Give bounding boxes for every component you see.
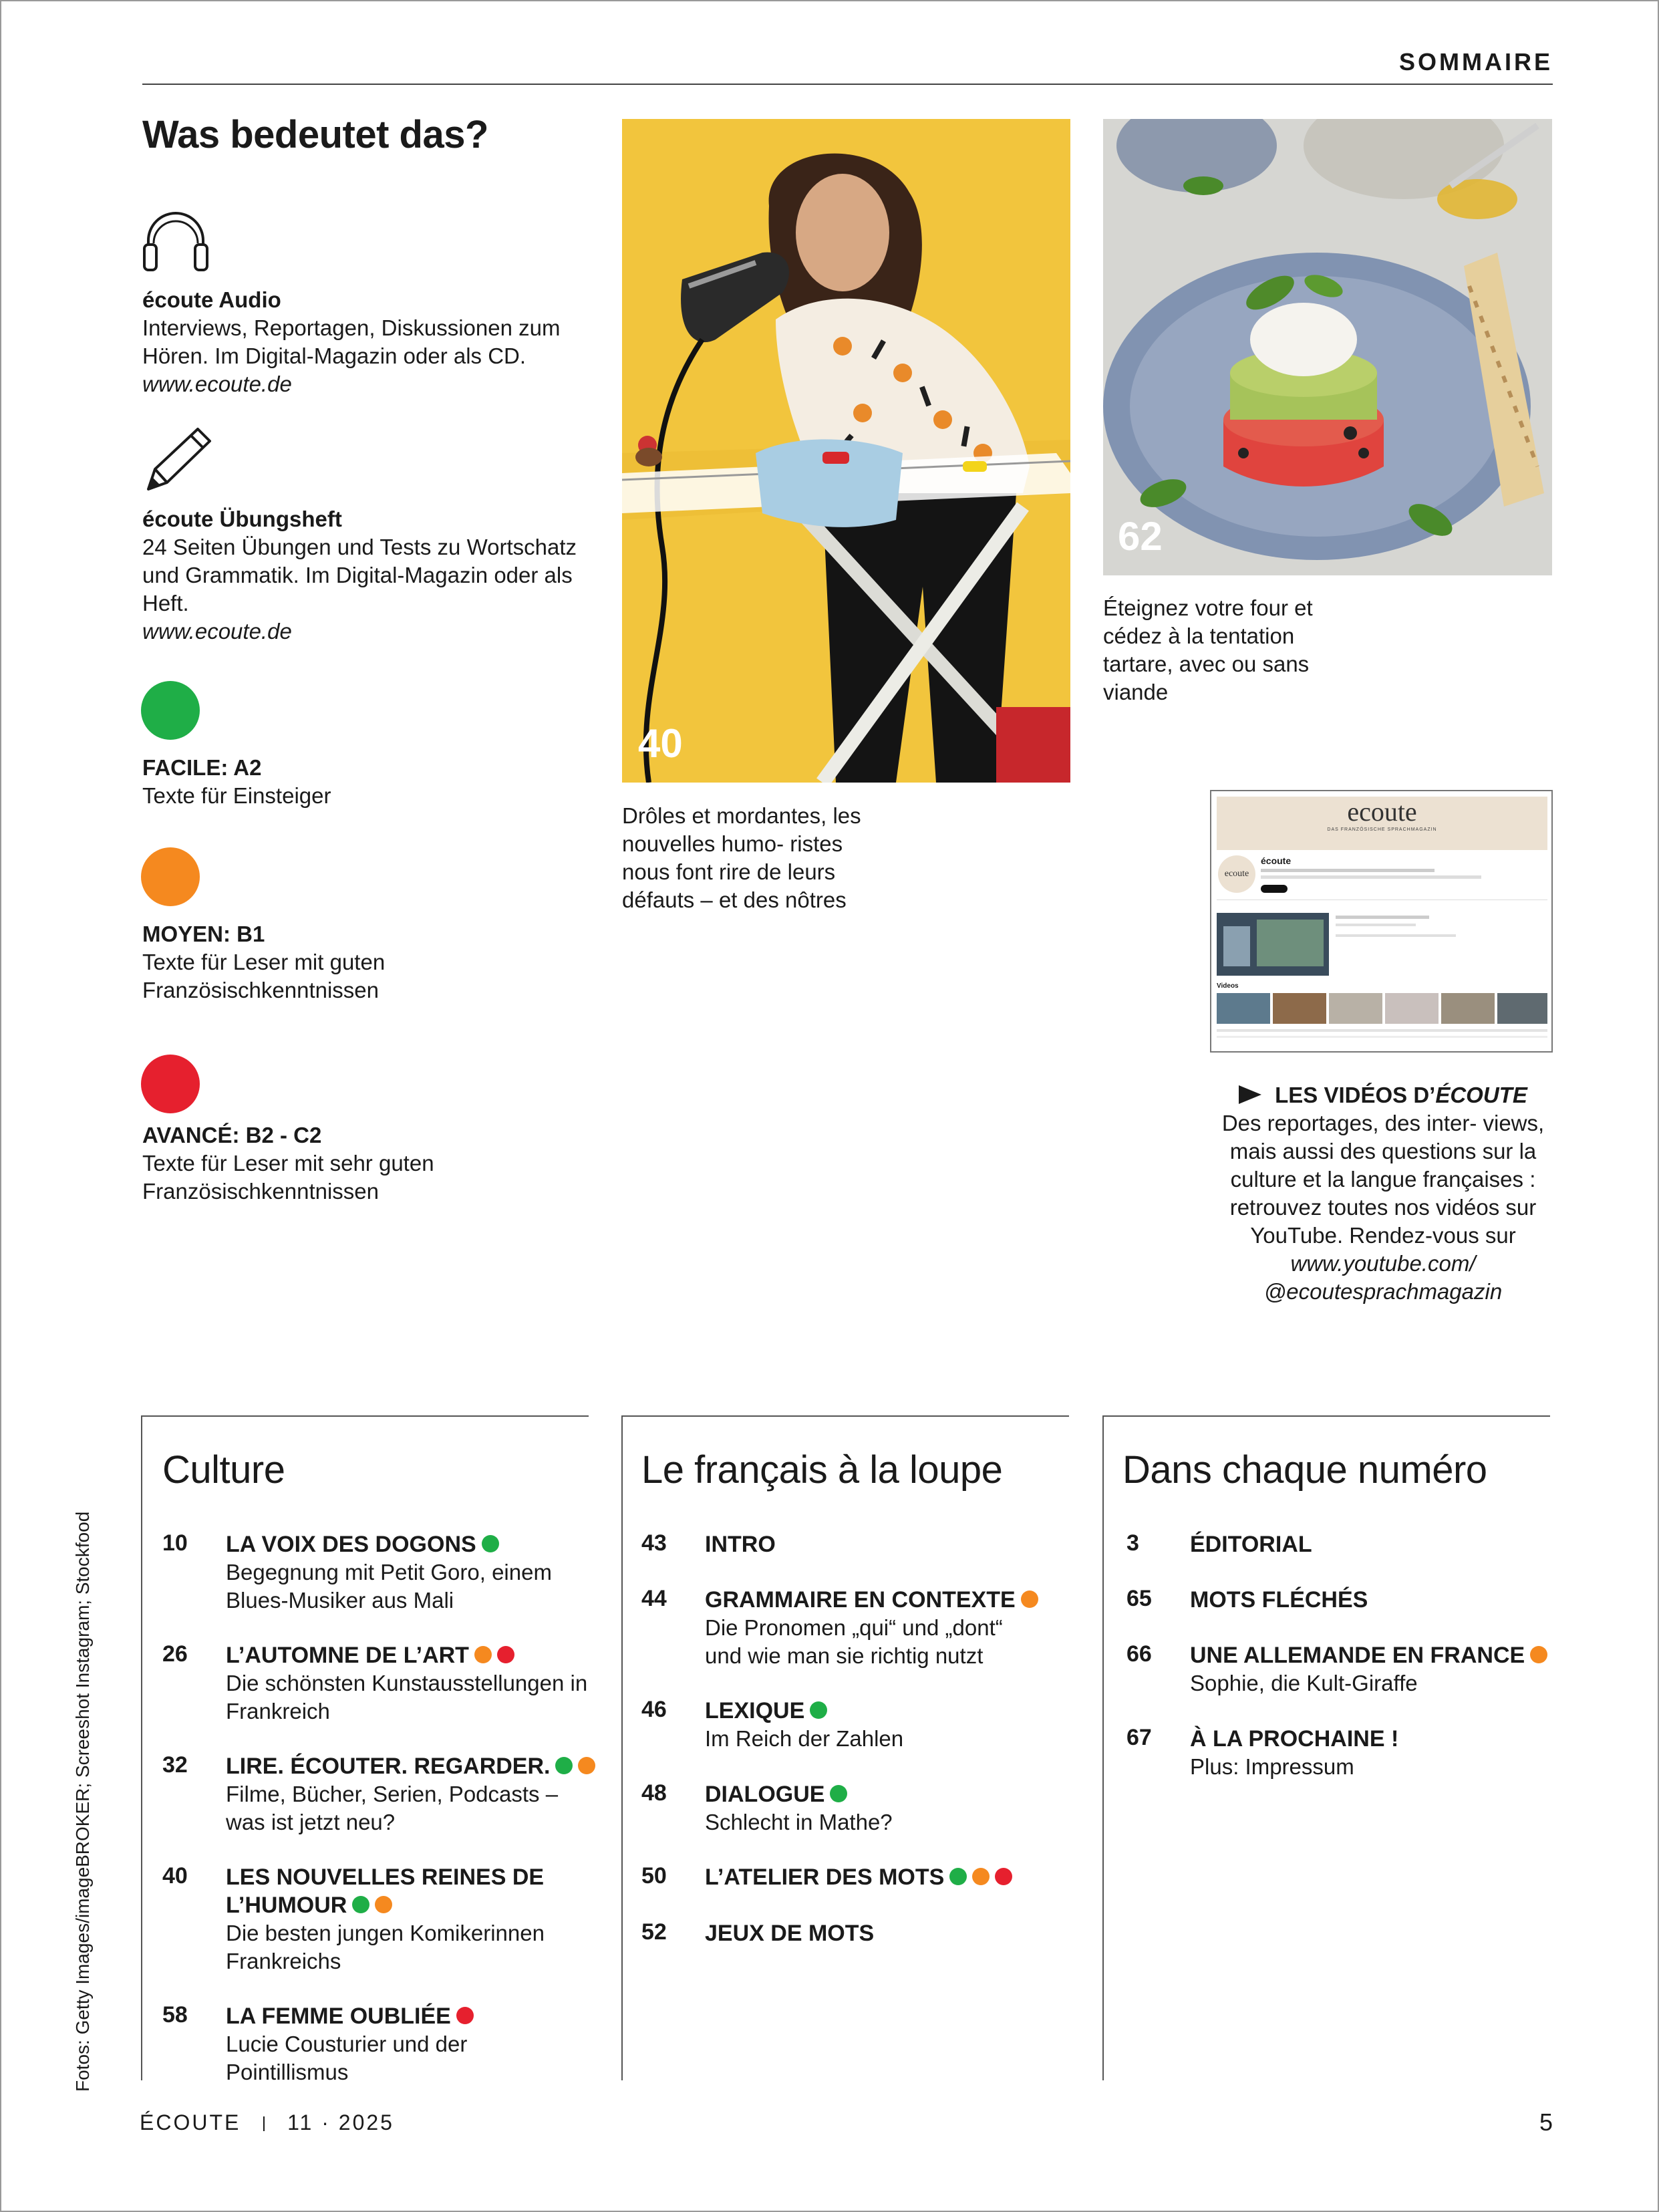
- legend-level-moyen: [142, 920, 450, 1004]
- toc-desc: Im Reich der Zahlen: [705, 1726, 904, 1751]
- toc-title-line: [226, 1752, 600, 1780]
- footer-magazine-name: ÉCOUTE: [140, 2110, 241, 2134]
- section-rule: [1104, 1415, 1550, 1417]
- yt-channel-name: écoute: [1261, 855, 1292, 866]
- yt-video-meta: [1217, 1036, 1547, 1038]
- yt-video-thumb[interactable]: [1385, 993, 1439, 1024]
- level-text: Texte für Leser mit sehr guten Französischkenntnissen: [142, 1151, 434, 1204]
- yt-featured-meta: [1336, 924, 1416, 926]
- youtube-promo-heading: [1196, 1081, 1570, 1109]
- yt-video-titles: [1217, 1029, 1547, 1032]
- feature-caption-tartare: Éteignez votre four et cédez à la tentation tartare, avec ou sans viande: [1103, 595, 1313, 704]
- legend-audio-url[interactable]: www.ecoute.de: [142, 372, 292, 396]
- level-dot-moyen: [141, 847, 200, 906]
- toc-desc: Lucie Cousturier und der Pointillismus: [226, 2032, 468, 2084]
- toc-title-line: [226, 2002, 600, 2030]
- toc-title-line: [705, 1586, 1079, 1614]
- toc-title: JEUX DE MOTS: [705, 1921, 875, 1946]
- level-dot-red: [497, 1646, 514, 1663]
- yt-video-thumb[interactable]: [1329, 993, 1382, 1024]
- feature-caption-comedian: Drôles et mordantes, les nouvelles humo- ristes nous font rire de leurs défauts – et des nôtres: [622, 803, 861, 912]
- toc-title-line: [705, 1863, 1079, 1891]
- level-dot-orange: [1530, 1646, 1547, 1663]
- yt-featured-desc: [1336, 934, 1456, 937]
- toc-desc: Die Pronomen „qui“ und „dont“ und wie man sie richtig nutzt: [705, 1615, 1003, 1668]
- level-dot-green: [555, 1757, 573, 1774]
- toc-page: 65: [1126, 1586, 1152, 1611]
- comedian-illustration: [622, 119, 1070, 783]
- headphones-icon: [139, 202, 212, 275]
- legend-audio: [142, 286, 610, 398]
- level-dot-red: [995, 1868, 1012, 1885]
- yt-video-thumb[interactable]: [1497, 993, 1547, 1024]
- footer-issue: 11 · 2025: [287, 2110, 394, 2134]
- level-dot-red: [456, 2007, 474, 2024]
- level-dot-facile: [141, 681, 200, 740]
- yt-banner-tagline: DAS FRANZÖSISCHE SPRACHMAGAZIN: [1327, 827, 1437, 832]
- toc-page: 26: [162, 1641, 188, 1667]
- toc-desc: Filme, Bücher, Serien, Podcasts – was ist jetzt neu?: [226, 1782, 559, 1834]
- yt-featured-title: [1336, 916, 1429, 919]
- level-dot-orange: [1021, 1591, 1038, 1608]
- toc-title: INTRO: [705, 1532, 776, 1557]
- toc-title: LEXIQUE: [705, 1698, 805, 1723]
- toc-title-line: [226, 1863, 573, 1919]
- footer-separator: [263, 2116, 265, 2131]
- level-text: Texte für Leser mit guten Französischkenntnissen: [142, 950, 386, 1002]
- toc-desc: Sophie, die Kult-Giraffe: [1190, 1671, 1418, 1695]
- header-rule: [142, 84, 1553, 85]
- toc-page: 67: [1126, 1725, 1152, 1750]
- level-dot-green: [830, 1785, 847, 1802]
- toc-title: L’ATELIER DES MOTS: [705, 1864, 945, 1890]
- toc-page: 46: [641, 1697, 667, 1722]
- section-francais-loupe: [621, 1415, 1068, 2080]
- level-dot-orange: [474, 1646, 492, 1663]
- legend-level-facile: [142, 754, 610, 810]
- toc-title: DIALOGUE: [705, 1782, 825, 1807]
- toc-page: 40: [162, 1863, 188, 1889]
- toc-desc: Die besten jungen Komikerinnen Frankreichs: [226, 1921, 545, 1973]
- toc-page: 66: [1126, 1641, 1152, 1667]
- feature-page-number: 62: [1118, 514, 1163, 559]
- toc-page: 52: [641, 1919, 667, 1945]
- youtube-promo: [1196, 1081, 1570, 1306]
- feature-page-number: 40: [638, 721, 683, 766]
- toc-title: L’AUTOMNE DE L’ART: [226, 1643, 469, 1668]
- toc-title-line: [705, 1530, 1079, 1558]
- legend-level-avance: [142, 1121, 490, 1206]
- section-dans-chaque-numero: [1102, 1415, 1549, 2080]
- toc-title: LES NOUVELLES REINES DE L’HUMOUR: [226, 1864, 545, 1918]
- level-dot-orange: [375, 1896, 392, 1913]
- play-triangle-icon: [1239, 1085, 1261, 1104]
- toc-title-line: [226, 1641, 600, 1669]
- toc-page: 50: [641, 1863, 667, 1889]
- level-dot-green: [949, 1868, 967, 1885]
- yt-channel-meta: [1261, 869, 1435, 872]
- level-label: AVANCÉ: B2 - C2: [142, 1123, 322, 1147]
- legend-title: Was bedeutet das?: [142, 113, 488, 156]
- level-dot-avance: [141, 1055, 200, 1113]
- section-title: Dans chaque numéro: [1122, 1448, 1487, 1492]
- youtube-promo-heading-brand: ÉCOUTE: [1435, 1083, 1527, 1107]
- toc-desc: Begegnung mit Petit Goro, einem Blues-Musiker aus Mali: [226, 1560, 552, 1613]
- toc-title: À LA PROCHAINE !: [1190, 1726, 1399, 1752]
- section-title: Le français à la loupe: [641, 1448, 1003, 1492]
- youtube-promo-text: Des reportages, des inter- views, mais aussi des questions sur la culture et la langue françaises : retrouvez toutes nos vidéos sur YouTube. Rendez-vous sur: [1221, 1111, 1545, 1248]
- level-dot-green: [482, 1535, 499, 1552]
- yt-banner: [1217, 797, 1547, 850]
- footer-magazine: [140, 2110, 394, 2135]
- yt-banner-logo: ecoute: [1347, 797, 1417, 827]
- level-dot-orange: [578, 1757, 595, 1774]
- toc-page: 32: [162, 1752, 188, 1778]
- yt-channel-desc: [1261, 875, 1481, 879]
- yt-channel-avatar[interactable]: ecoute: [1218, 855, 1255, 893]
- toc-title-line: [1190, 1725, 1564, 1753]
- section-label: SOMMAIRE: [1399, 48, 1553, 76]
- toc-title-line: [1190, 1641, 1564, 1669]
- toc-page: 44: [641, 1586, 667, 1611]
- toc-page: 43: [641, 1530, 667, 1556]
- yt-video-thumb[interactable]: [1273, 993, 1326, 1024]
- toc-title-line: [705, 1919, 1079, 1947]
- legend-workbook-title: écoute Übungsheft: [142, 507, 342, 531]
- toc-desc: Die schönsten Kunstausstellungen in Frankreich: [226, 1671, 588, 1723]
- toc-title: UNE ALLEMANDE EN FRANCE: [1190, 1643, 1525, 1668]
- toc-title-line: [705, 1780, 1079, 1808]
- toc-title: GRAMMAIRE EN CONTEXTE: [705, 1587, 1016, 1613]
- yt-subscribe-button[interactable]: [1261, 885, 1288, 893]
- section-rule: [623, 1415, 1069, 1417]
- toc-title-line: [1190, 1586, 1564, 1614]
- toc-title: ÉDITORIAL: [1190, 1532, 1312, 1557]
- level-text: Texte für Einsteiger: [142, 783, 331, 808]
- feature-photo-comedian[interactable]: [622, 119, 1070, 783]
- yt-video-thumb[interactable]: [1441, 993, 1495, 1024]
- toc-title: MOTS FLÉCHÉS: [1190, 1587, 1368, 1613]
- page-number: 5: [1539, 2108, 1553, 2136]
- level-dot-green: [352, 1896, 369, 1913]
- level-dot-orange: [972, 1868, 990, 1885]
- level-label: FACILE: A2: [142, 755, 262, 780]
- legend-workbook: [142, 505, 610, 646]
- legend-workbook-url[interactable]: www.ecoute.de: [142, 619, 292, 644]
- toc-page: 58: [162, 2002, 188, 2028]
- feature-photo-tartare[interactable]: [1103, 119, 1552, 575]
- youtube-promo-heading-text: LES VIDÉOS D’: [1275, 1083, 1436, 1107]
- legend-audio-title: écoute Audio: [142, 287, 281, 312]
- section-title: Culture: [162, 1448, 285, 1492]
- photo-credit: Fotos: Getty Images/imageBROKER; Screeshot Instagram; Stockfood: [72, 1511, 93, 2092]
- level-dot-green: [810, 1701, 827, 1719]
- toc-page: 3: [1126, 1530, 1139, 1556]
- toc-title-line: [1190, 1530, 1564, 1558]
- section-culture: [141, 1415, 588, 2084]
- youtube-channel-screenshot[interactable]: [1210, 790, 1553, 1053]
- section-rule: [142, 1415, 589, 1417]
- toc-title-line: [705, 1697, 1079, 1725]
- toc-title: LA FEMME OUBLIÉE: [226, 2003, 451, 2029]
- yt-videos-label: Videos: [1217, 982, 1239, 990]
- toc-page: 48: [641, 1780, 667, 1806]
- toc-desc: Plus: Impressum: [1190, 1754, 1354, 1779]
- youtube-promo-url[interactable]: www.youtube.com/ @ecoutesprachmagazin: [1263, 1251, 1503, 1304]
- toc-page: 10: [162, 1530, 188, 1556]
- toc-title: LA VOIX DES DOGONS: [226, 1532, 476, 1557]
- yt-featured-video[interactable]: [1217, 913, 1329, 976]
- toc-title-line: [226, 1530, 600, 1558]
- level-label: MOYEN: B1: [142, 922, 265, 946]
- tartare-illustration: [1103, 119, 1552, 575]
- legend-workbook-text: 24 Seiten Übungen und Tests zu Wortschatz und Grammatik. Im Digital-Magazin oder als Heft.: [142, 535, 577, 615]
- toc-title: LIRE. ÉCOUTER. REGARDER.: [226, 1754, 551, 1779]
- pencil-icon: [139, 422, 212, 496]
- yt-video-thumb[interactable]: [1217, 993, 1270, 1024]
- toc-desc: Schlecht in Mathe?: [705, 1810, 893, 1834]
- legend-audio-text: Interviews, Reportagen, Diskussionen zum Hören. Im Digital-Magazin oder als CD.: [142, 315, 561, 368]
